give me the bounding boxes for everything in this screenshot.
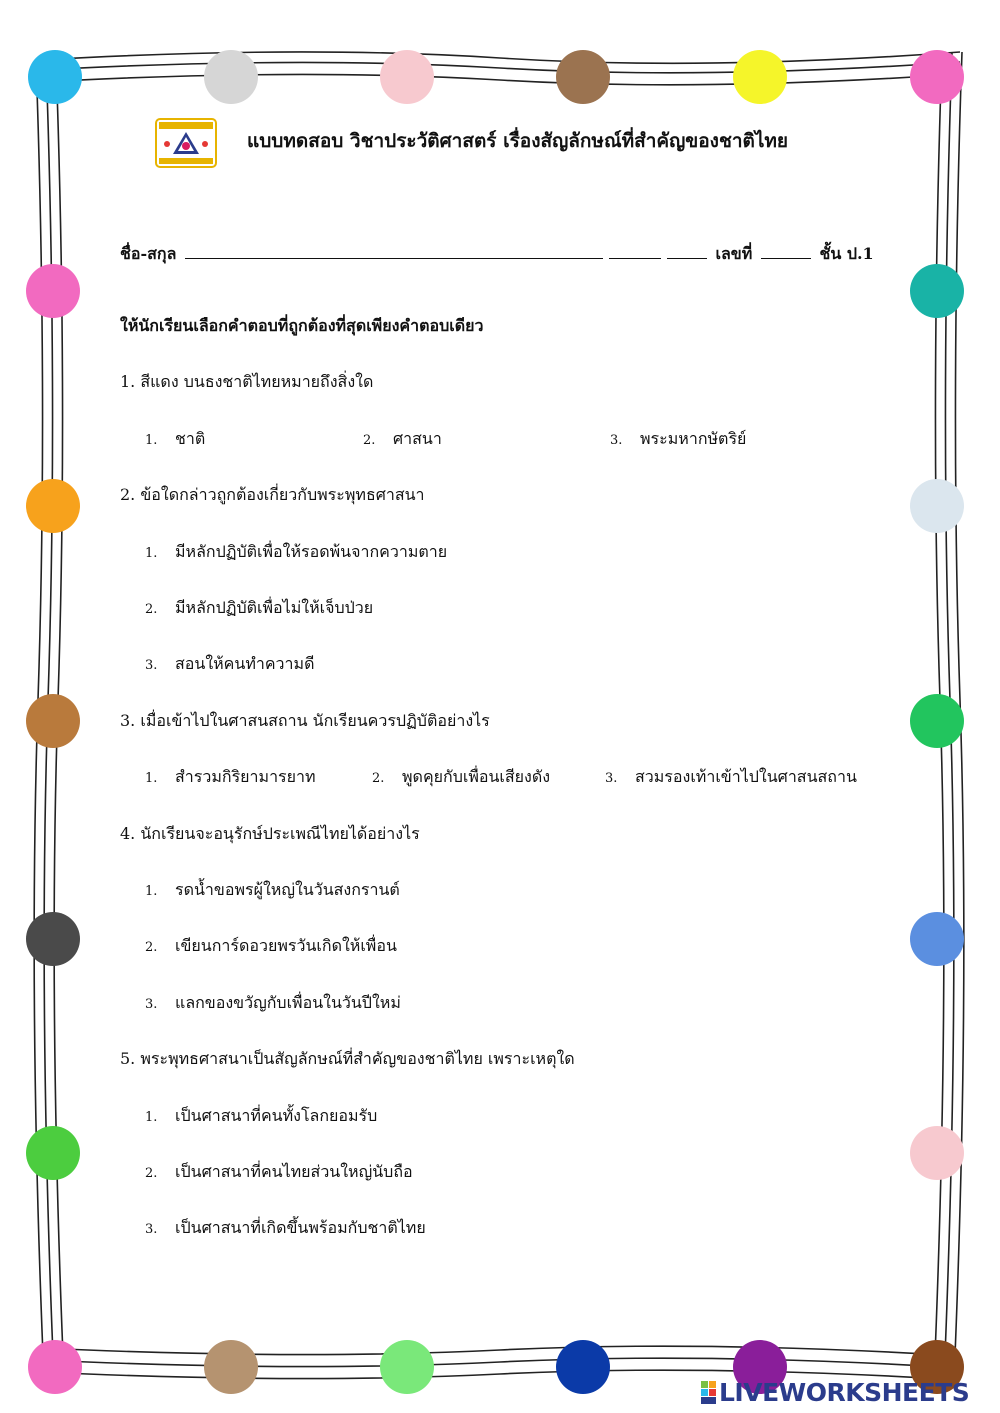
border-dot-left bbox=[26, 264, 80, 318]
question-4: 4. นักเรียนจะอนุรักษ์ประเพณีไทยได้อย่างไร bbox=[120, 824, 420, 843]
watermark: LIVEWORKSHEETS bbox=[719, 1378, 970, 1407]
q3-option-1[interactable]: 1. สำรวมกิริยามารยาท bbox=[145, 767, 316, 786]
q5-option-3[interactable]: 3. เป็นศาสนาที่เกิดขึ้นพร้อมกับชาติไทย bbox=[145, 1218, 426, 1237]
border-dot-left bbox=[26, 694, 80, 748]
q1-option-1[interactable]: 1. ชาติ bbox=[145, 429, 206, 448]
question-3: 3. เมื่อเข้าไปในศาสนสถาน นักเรียนควรปฏิบัติอย่างไร bbox=[120, 711, 490, 730]
q1-option-3[interactable]: 3. พระมหากษัตริย์ bbox=[610, 429, 747, 448]
q2-option-3[interactable]: 3. สอนให้คนทำความดี bbox=[145, 654, 315, 673]
name-field-extra-2[interactable] bbox=[667, 244, 707, 259]
page-title: แบบทดสอบ วิชาประวัติศาสตร์ เรื่องสัญลักษณ์ที่สำคัญของชาติไทย bbox=[247, 130, 789, 152]
instruction-text: ให้นักเรียนเลือกคำตอบที่ถูกต้องที่สุดเพียงคำตอบเดียว bbox=[120, 316, 484, 335]
border-dot-right bbox=[910, 912, 964, 966]
question-2: 2. ข้อใดกล่าวถูกต้องเกี่ยวกับพระพุทธศาสนา bbox=[120, 485, 425, 504]
border-dot-right bbox=[910, 1126, 964, 1180]
q4-option-1[interactable]: 1. รดน้ำขอพรผู้ใหญ่ในวันสงกรานต์ bbox=[145, 880, 400, 899]
number-field[interactable] bbox=[761, 244, 811, 259]
border-dot-left bbox=[26, 1126, 80, 1180]
border-dot-bottom bbox=[556, 1340, 610, 1394]
border-dot-right bbox=[910, 694, 964, 748]
q2-option-1[interactable]: 1. มีหลักปฏิบัติเพื่อให้รอดพ้นจากความตาย bbox=[145, 542, 448, 561]
q3-option-3[interactable]: 3. สวมรองเท้าเข้าไปในศาสนสถาน bbox=[605, 767, 857, 786]
q1-option-2[interactable]: 2. ศาสนา bbox=[363, 429, 442, 448]
q3-option-2[interactable]: 2. พูดคุยกับเพื่อนเสียงดัง bbox=[372, 767, 551, 786]
border-dot-top bbox=[733, 50, 787, 104]
liveworksheets-logo-icon bbox=[701, 1381, 717, 1405]
name-field[interactable] bbox=[185, 244, 603, 259]
question-1: 1. สีแดง บนธงชาติไทยหมายถึงสิ่งใด bbox=[120, 372, 374, 391]
border-dot-right bbox=[910, 264, 964, 318]
border-dot-bottom bbox=[380, 1340, 434, 1394]
question-5: 5. พระพุทธศาสนาเป็นสัญลักษณ์ที่สำคัญของชาติไทย เพราะเหตุใด bbox=[120, 1049, 575, 1068]
border-dot-top bbox=[204, 50, 258, 104]
border-dot-bottom bbox=[204, 1340, 258, 1394]
border-dot-top bbox=[556, 50, 610, 104]
border-dot-left bbox=[26, 912, 80, 966]
class-label: ชั้น ป.1 bbox=[819, 244, 874, 263]
border-dot-top bbox=[28, 50, 82, 104]
name-label: ชื่อ-สกุล bbox=[120, 244, 177, 263]
q2-option-2[interactable]: 2. มีหลักปฏิบัติเพื่อไม่ให้เจ็บป่วย bbox=[145, 598, 374, 617]
border-dot-right bbox=[910, 479, 964, 533]
number-label: เลขที่ bbox=[715, 244, 753, 263]
q4-option-3[interactable]: 3. แลกของขวัญกับเพื่อนในวันปีใหม่ bbox=[145, 993, 401, 1012]
border-dot-bottom bbox=[28, 1340, 82, 1394]
school-emblem-icon bbox=[155, 118, 217, 168]
border-dot-left bbox=[26, 479, 80, 533]
q5-option-1[interactable]: 1. เป็นศาสนาที่คนทั้งโลกยอมรับ bbox=[145, 1106, 378, 1125]
name-field-extra[interactable] bbox=[609, 244, 661, 259]
student-info-row bbox=[120, 242, 874, 267]
q5-option-2[interactable]: 2. เป็นศาสนาที่คนไทยส่วนใหญ่นับถือ bbox=[145, 1162, 413, 1181]
border-dot-top bbox=[910, 50, 964, 104]
border-dot-top bbox=[380, 50, 434, 104]
q4-option-2[interactable]: 2. เขียนการ์ดอวยพรวันเกิดให้เพื่อน bbox=[145, 936, 397, 955]
